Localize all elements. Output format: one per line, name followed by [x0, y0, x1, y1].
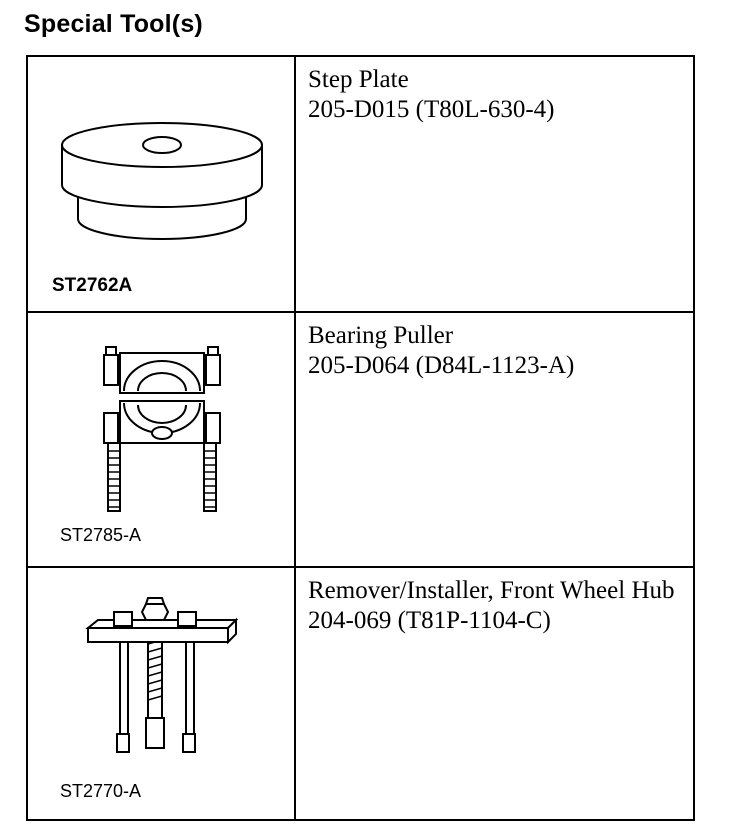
tool-number: 204-069 (T81P-1104-C) [308, 607, 551, 634]
tool-name: Remover/Installer, Front Wheel Hub [308, 577, 675, 604]
tool-name: Step Plate [308, 66, 409, 93]
tool-illustration-cell [28, 57, 296, 311]
tool-illustration-cell [28, 568, 296, 819]
tool-description-cell [296, 568, 693, 819]
tool-description-cell [296, 57, 693, 311]
illustration-code: ST2762A [52, 275, 133, 296]
hub-remover-installer-icon [28, 568, 294, 817]
tool-row-hub-remover-installer [28, 568, 693, 819]
tool-number: 205-D064 (D84L-1123-A) [308, 352, 575, 379]
tool-name: Bearing Puller [308, 322, 454, 349]
tool-illustration-cell [28, 313, 296, 566]
tool-row-bearing-puller [28, 313, 693, 568]
illustration-code: ST2785-A [60, 525, 142, 545]
page-title: Special Tool(s) [24, 10, 203, 38]
tool-number: 205-D015 (T80L-630-4) [308, 96, 555, 123]
tool-row-step-plate [28, 57, 693, 313]
tool-description-cell [296, 313, 693, 566]
step-plate-icon [28, 57, 294, 311]
special-tools-table [26, 55, 695, 821]
illustration-code: ST2770-A [60, 781, 142, 801]
